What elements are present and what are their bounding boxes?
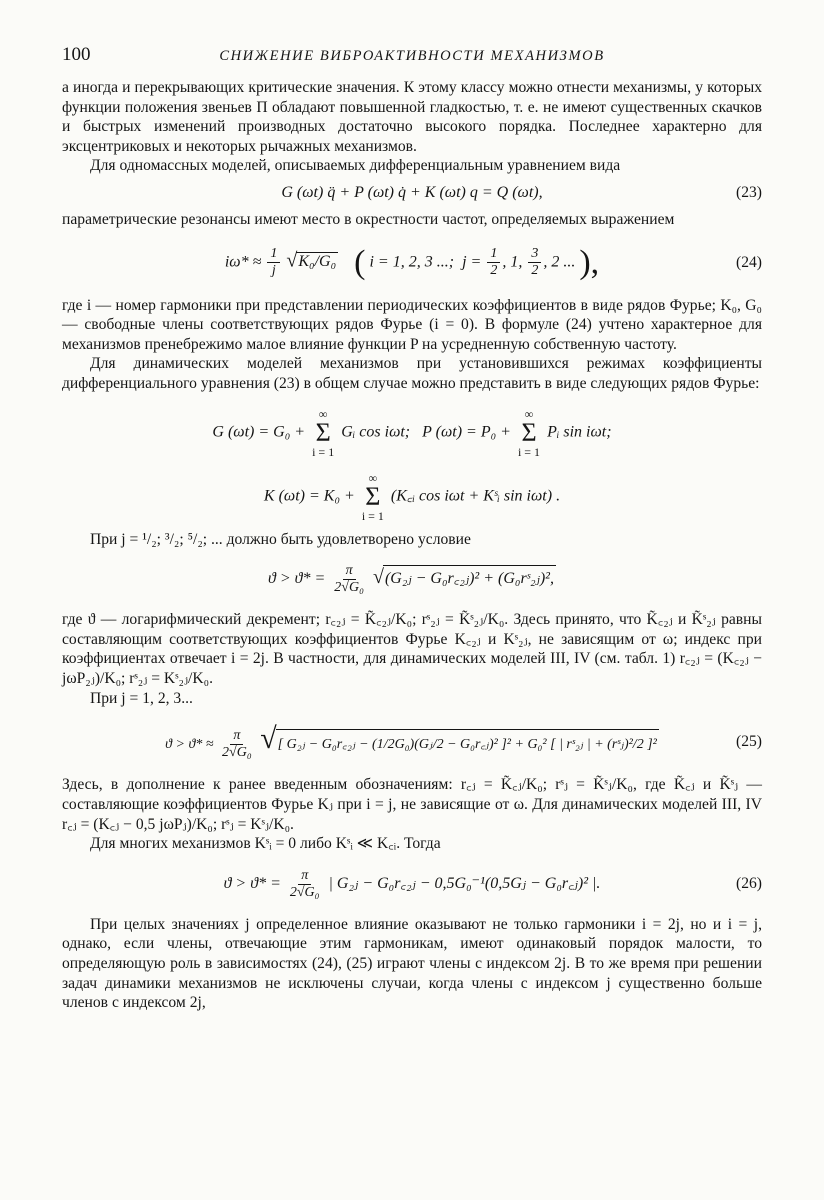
condition-half-lhs: ϑ > ϑ* =	[268, 570, 326, 588]
condition-half-radicand: (G₂ⱼ − G₀r꜀₂ⱼ)² + (G₀rˢ₂ⱼ)²,	[383, 565, 556, 588]
equation-26-body	[224, 868, 601, 901]
equation-24-frac-num: 1	[267, 246, 280, 263]
paragraph-4: где i — номер гармоники при представлении периодических коэффициентов в виде рядов Фурье; K₀, G₀ — свободные члены соответствующих рядов Фурье (i = 0). В формуле (24) учтено характерное для механизмов пренебрежимо малое влияние функции P на усредненную собственную частоту.	[62, 296, 762, 353]
equation-25-lhs: ϑ > ϑ* ≈	[165, 737, 214, 753]
equation-25-radicand: [ G₂ⱼ − G₀r꜀₂ⱼ − (1/2G₀)(Gⱼ/2 − G₀r꜀ⱼ)² ]² + G₀² [ | rˢ₂ⱼ | + (rˢⱼ)²/2 ]²	[276, 729, 659, 753]
equation-26-fraction	[287, 868, 323, 901]
sum-lower-limit: i = 1	[312, 444, 335, 459]
paragraph-8: При j = 1, 2, 3...	[90, 689, 193, 707]
equation-26	[62, 868, 762, 901]
fourier-k-lhs: K (ωt) = K₀ +	[263, 487, 355, 505]
fourier-series-g-p	[62, 408, 762, 458]
radical-sign: √	[372, 566, 384, 589]
equation-24-tail: , 2 ...	[543, 253, 576, 271]
equation-25-body	[165, 722, 659, 761]
radical-sign: √	[286, 249, 298, 272]
frac-num: π	[343, 563, 356, 580]
sum-lower-limit: i = 1	[517, 444, 541, 459]
paragraph-9: Здесь, в дополнение к ранее введенным обозначениям: r꜀ⱼ = K̃꜀ⱼ/K₀; rˢⱼ = K̃ˢⱼ/K₀, где K̃꜀ⱼ и K̃ˢⱼ — составляющие коэффициентов Фурье Kⱼ при i = j, не зависящие от ω. Для динамических моделей III, IV r꜀ⱼ = (K꜀ⱼ − 0,5 jωPⱼ)/K₀; rˢⱼ = Kˢⱼ/K₀.	[62, 776, 762, 833]
equation-24-half	[487, 246, 500, 279]
equation-24-frac-den: j	[271, 263, 276, 279]
half-num: 1	[487, 246, 500, 263]
equation-24-cond-j: j =	[462, 253, 482, 271]
sigma: Σ	[521, 417, 537, 447]
sum-upper-limit: ∞	[368, 470, 378, 485]
equation-25	[62, 722, 762, 761]
equation-24-radicand: K₀/G₀	[298, 253, 337, 271]
equation-26-number: (26)	[736, 875, 762, 893]
equation-26-expr: | G₂ⱼ − G₀r꜀₂ⱼ − 0,5G₀⁻¹(0,5Gⱼ − G₀r꜀ⱼ)² |.	[328, 874, 601, 892]
sum-upper-limit: ∞	[524, 406, 534, 421]
paragraph-5: Для динамических моделей механизмов при установившихся режимах коэффициенты дифференциального уравнения (23) в общем случае можно представить в виде следующих рядов Фурье:	[62, 355, 762, 392]
paragraph-6: При j = ¹/₂; ³/₂; ⁵/₂; ... должно быть удовлетворено условие	[90, 530, 471, 548]
fourier-k	[264, 472, 560, 522]
equation-23	[62, 184, 762, 202]
half-den: 2	[490, 263, 498, 279]
paragraph-10: Для многих механизмов Kˢᵢ = 0 либо Kˢᵢ ≪ K꜀ᵢ. Тогда	[90, 835, 441, 853]
frac-den: 2√G₀	[222, 745, 252, 761]
fourier-p-lhs: P (ωt) = P₀ +	[422, 423, 511, 441]
condition-half-integer	[62, 563, 762, 596]
fourier-p-term: Pᵢ sin iωt;	[547, 423, 612, 441]
frac-num: π	[230, 728, 243, 745]
fourier-g-term: Gᵢ cos iωt;	[341, 423, 411, 441]
equation-24	[62, 244, 762, 282]
sum-upper-limit: ∞	[318, 406, 328, 421]
sum-symbol	[518, 408, 540, 458]
equation-24-mid: , 1,	[502, 253, 523, 271]
equation-25-number: (25)	[736, 732, 762, 750]
radical-sign: √	[260, 722, 277, 756]
equation-23-number: (23)	[736, 183, 762, 201]
close-paren: ),	[579, 243, 600, 281]
condition-half-fraction	[331, 563, 367, 596]
equation-24-cond-i: i = 1, 2, 3 ...;	[369, 253, 455, 271]
paragraph-11: При целых значениях j определенное влияние оказывают не только гармоники i = 2j, но и i = j, однако, если члены, отвечающие этим гармоникам, имеют одинаковый порядок малости, то определяющую роль в зависимостях (24), (25) играют члены с индексом 2j. В то же время при решении задач динамики механизмов не исключены случаи, когда члены с индексом j существенно больше членов с индексом 2j,	[62, 915, 762, 1012]
paragraph-3: параметрические резонансы имеют место в окрестности частот, определяемых выражением	[62, 210, 675, 228]
threehalf-num: 3	[528, 246, 541, 263]
running-head: СНИЖЕНИЕ ВИБРОАКТИВНОСТИ МЕХАНИЗМОВ	[219, 48, 605, 64]
frac-num: π	[298, 868, 311, 885]
fourier-series-k	[62, 472, 762, 522]
sum-symbol	[312, 408, 334, 458]
equation-24-fraction	[267, 246, 280, 279]
frac-den: 2√G₀	[334, 580, 364, 596]
fourier-g	[212, 408, 611, 458]
paragraph-2: Для одномассных моделей, описываемых дифференциальным уравнением вида	[90, 157, 621, 175]
equation-24-body	[225, 244, 599, 282]
equation-24-number: (24)	[736, 253, 762, 271]
fourier-k-term: (K꜀ᵢ cos iωt + Kˢᵢ sin iωt) .	[390, 487, 561, 505]
equation-25-fraction	[219, 728, 255, 761]
equation-23-text: G (ωt) q̈ + P (ωt) q̇ + K (ωt) q = Q (ωt),	[281, 183, 543, 201]
sum-lower-limit: i = 1	[361, 508, 384, 523]
sum-symbol	[362, 472, 384, 522]
paragraph-1: а иногда и перекрывающих критические значения. К этому классу можно отнести механизмы, у которых функции положения звеньев П обладают повышенной гладкостью, т. е. не имеют существенных скачков и быстрых изменений производных достаточно высокого порядка. Последнее характерно для эксцентриковых и некоторых рычажных механизмов.	[62, 79, 762, 155]
equation-24-threehalf	[528, 246, 541, 279]
page-header	[62, 44, 762, 78]
sigma: Σ	[365, 481, 381, 511]
threehalf-den: 2	[531, 263, 539, 279]
open-paren: (	[354, 243, 366, 281]
condition-half-body	[268, 563, 556, 596]
paragraph-7: где ϑ — логарифмический декремент; r꜀₂ⱼ = K̃꜀₂ⱼ/K₀; rˢ₂ⱼ = K̃ˢ₂ⱼ/K₀. Здесь принято, что K̃꜀₂ⱼ и K̃ˢ₂ⱼ равны составляющим соответствующих коэффициентов Фурье K꜀₂ⱼ и Kˢ₂ⱼ, не зависящим от ω; индекс при коэффициентах отвечает i = 2j. В частности, для динамических моделей III, IV (см. табл. 1) r꜀₂ⱼ = (K꜀₂ⱼ − jωP₂ⱼ)/K₀; rˢ₂ⱼ = Kˢ₂ⱼ/K₀.	[62, 611, 762, 687]
equation-26-lhs: ϑ > ϑ* =	[223, 874, 281, 892]
sigma: Σ	[315, 417, 331, 447]
page-number: 100	[62, 44, 91, 65]
fourier-g-lhs: G (ωt) = G₀ +	[212, 423, 306, 441]
equation-24-lhs: iω* ≈	[224, 253, 262, 271]
frac-den: 2√G₀	[289, 884, 320, 900]
